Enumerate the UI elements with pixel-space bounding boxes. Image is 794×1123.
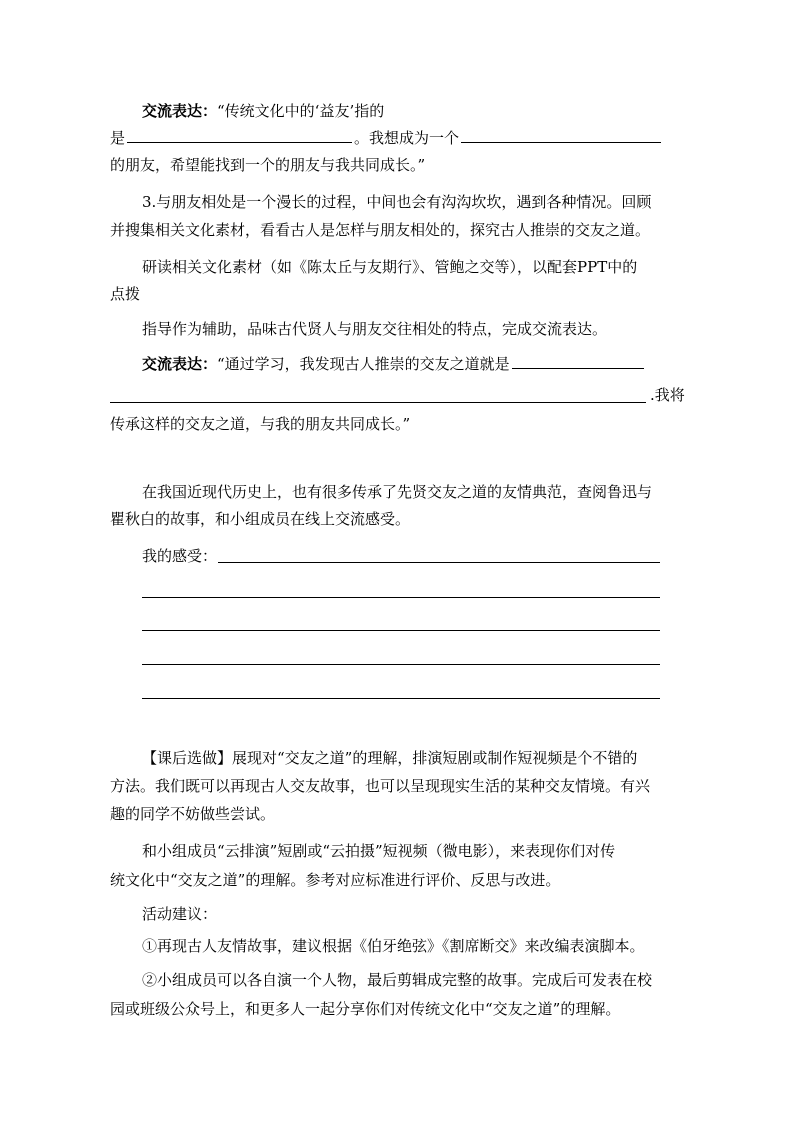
exchange-expression-2-text: “通过学习，我发现古人推崇的交友之道就是 (217, 355, 510, 373)
exchange-expression-line-1 (142, 104, 384, 119)
suggestion-2-line-2: 园或班级公众号上，和更多人一起分享你们对传统文化中“交友之道”的理解。 (110, 1000, 621, 1018)
exchange-expression-2-line-1 (142, 357, 646, 372)
blank-friendship-way-1[interactable] (512, 367, 644, 369)
guidance-line: 指导作为辅助，品味古代贤人与朋友交往相处的特点，完成交流表达。 (142, 320, 608, 338)
exchange-expression-2-line-3: 传承这样的交友之道，与我的朋友共同成长。” (110, 415, 411, 433)
blank-good-friend-meaning[interactable] (127, 141, 352, 143)
modern-history-line-2: 瞿秋白的故事，和小组成员在线上交流感受。 (110, 510, 411, 528)
group-task-line-1: 和小组成员“云排演”短剧或“云拍摄”短视频（微电影），来表现你们对传 (142, 842, 616, 860)
activity-suggestion-label: 活动建议： (142, 905, 218, 923)
feeling-blank-line-1[interactable] (218, 562, 660, 563)
feeling-blank-line-2[interactable] (142, 597, 660, 598)
exchange-expression-label: 交流表达： (142, 102, 218, 120)
text-shi: 是 (110, 129, 126, 147)
my-feeling-label: 我的感受： (142, 547, 218, 565)
instruction-3-line-2: 并搜集相关文化素材，看看古人是怎样与朋友相处的，探究古人推崇的交友之道。 (110, 221, 651, 239)
blank-friendship-way-2[interactable] (110, 402, 646, 403)
exchange-expression-2-label: 交流表达： (142, 355, 218, 373)
feeling-blank-line-5[interactable] (142, 698, 660, 699)
exchange-expression-line-3: 的朋友，希望能找到一个的朋友与我共同成长。” (110, 156, 426, 174)
exchange-expression-2-tail: .我将 (650, 386, 685, 404)
group-task-line-2: 统文化中“交友之道”的理解。参考对应标准进行评价、反思与改进。 (110, 871, 561, 889)
feeling-blank-line-3[interactable] (142, 630, 660, 631)
study-materials-line-1: 研读相关文化素材（如《陈太丘与友期行》、管鲍之交等），以配套PPT中的 (142, 258, 638, 276)
blank-want-to-be[interactable] (461, 141, 661, 143)
instruction-3-line-1: 3.与朋友相处是一个漫长的过程，中间也会有沟沟坎坎，遇到各种情况。回顾 (142, 193, 652, 211)
suggestion-2-line-1: ②小组成员可以各自演一个人物，最后剪辑成完整的故事。完成后可发表在校 (142, 971, 653, 989)
suggestion-1: ①再现古人友情故事，建议根据《伯牙绝弦》《割席断交》来改编表演脚本。 (142, 937, 645, 955)
optional-task-line-3: 趣的同学不妨做些尝试。 (110, 805, 276, 823)
optional-task-line-2: 方法。我们既可以再现古人交友故事，也可以呈现现实生活的某种交友情境。有兴 (110, 777, 651, 795)
optional-task-line-1: 【课后选做】展现对“交友之道”的理解，排演短剧或制作短视频是个不错的 (142, 749, 638, 767)
study-materials-line-2: 点拨 (110, 285, 141, 303)
text-middle: 。我想成为一个 (354, 129, 460, 147)
exchange-expression-intro: “传统文化中的‘益友’指的 (217, 102, 385, 120)
modern-history-line-1: 在我国近现代历史上，也有很多传承了先贤交友之道的友情典范，查阅鲁迅与 (142, 483, 653, 501)
exchange-expression-line-2 (110, 131, 663, 146)
feeling-blank-line-4[interactable] (142, 664, 660, 665)
